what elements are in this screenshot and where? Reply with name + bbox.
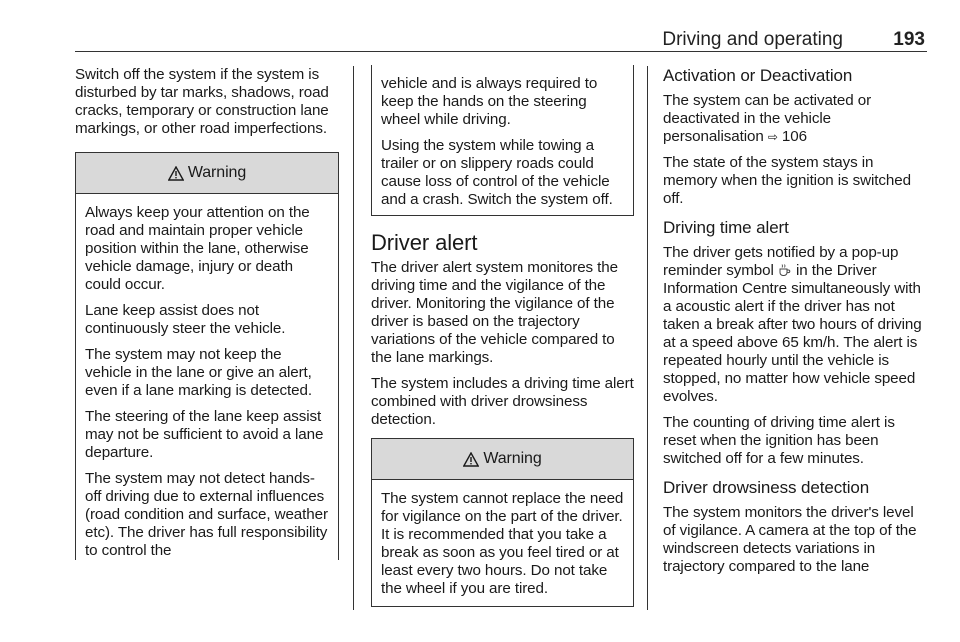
driving-time-text: The driver gets notified by a pop-up reminder symbol [663, 244, 899, 279]
reference-arrow-icon: ⇨ [767, 130, 778, 144]
section-title-driver-alert: Driver alert [371, 230, 478, 255]
page-reference-link[interactable]: 106 [781, 128, 807, 145]
coffee-cup-icon [778, 263, 792, 277]
warning-triangle-icon [168, 166, 184, 181]
warning-label: Warning [483, 450, 542, 467]
warning-body [372, 480, 633, 606]
body-paragraph: The driver alert system monitores the driving time and the vigilance of the driver. Monitoring the vigilance of the driver is based on the trajectory variations of the vehicle compared to the lane markings. [371, 259, 618, 366]
subsection-title-driving-time: Driving time alert [663, 218, 789, 237]
column-1 [75, 66, 339, 562]
warning-body [76, 194, 338, 560]
subsection-title-drowsiness: Driver drowsiness detection [663, 478, 870, 497]
subsection-title-activation: Activation or Deactivation [663, 66, 853, 85]
intro-paragraph: Switch off the system if the system is disturbed by tar marks, shadows, road cracks, temporary or construction lane markings, or other road imperfections. [75, 66, 329, 137]
body-paragraph: The counting of driving time alert is reset when the ignition has been switched off for a few minutes. [663, 414, 895, 467]
header-title: Driving and operating [662, 29, 843, 50]
page-number: 193 [893, 29, 925, 50]
column-3 [663, 66, 929, 584]
warning-box-lane-keep [75, 152, 339, 560]
activation-text: The system can be activated or deactivated in the vehicle personalisation [663, 92, 872, 145]
warning-header [76, 153, 338, 194]
warning-paragraph: Always keep your attention on the road and maintain proper vehicle position within the lane, otherwise vehicle damage, injury or death could occur. [85, 204, 310, 293]
body-paragraph [663, 92, 929, 146]
warning-paragraph: The system cannot replace the need for vigilance on the part of the driver. It is recommended that you take a break as soon as you feel tired or at least every two hours. Do not take the wheel if you are tired. [381, 490, 624, 597]
column-divider [353, 66, 354, 610]
page-header [75, 29, 927, 52]
warning-triangle-icon [463, 452, 479, 467]
warning-paragraph: Lane keep assist does not continuously steer the vehicle. [85, 302, 286, 337]
warning-paragraph: The system may not keep the vehicle in the lane or give an alert, even if a lane marking is detected. [85, 346, 312, 399]
warning-box-vigilance [371, 438, 634, 607]
column-2 [371, 65, 634, 607]
body-paragraph: The state of the system stays in memory when the ignition is switched off. [663, 154, 911, 207]
body-paragraph [663, 244, 929, 406]
driving-time-text-cont: in the Driver Information Centre simultaneously with a acoustic alert if the driver has not taken a break after two hours of driving at a speed above 65 km/h. The alert is repeated hourly until the vehicle is stopped, no matter how vehicle speed evolves. [663, 262, 922, 405]
column-divider [647, 66, 648, 610]
body-paragraph: The system monitors the driver's level of vigilance. A camera at the top of the windscreen detects variations in trajectory compared to the lane [663, 504, 917, 575]
warning-paragraph: Using the system while towing a trailer or on slippery roads could cause loss of control of the vehicle and a crash. Switch the system off. [381, 137, 613, 208]
warning-header [372, 439, 633, 480]
warning-paragraph: The steering of the lane keep assist may not be sufficient to avoid a lane departure. [85, 408, 324, 461]
warning-box-continued [371, 65, 634, 216]
warning-paragraph: The system may not detect hands-off driving due to external influences (road condition and surface, weather etc). The driver has full responsibility to control the [85, 470, 328, 559]
warning-paragraph: vehicle and is always required to keep the hands on the steering wheel while driving. [381, 75, 598, 128]
warning-label: Warning [187, 164, 247, 181]
body-paragraph: The system includes a driving time alert combined with driver drowsiness detection. [371, 375, 634, 428]
